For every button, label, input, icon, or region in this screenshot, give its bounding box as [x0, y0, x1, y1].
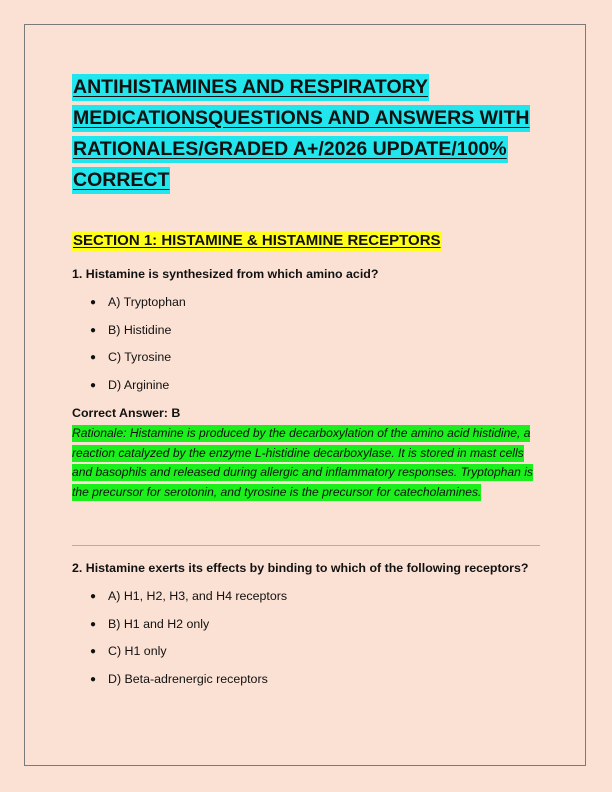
- question-2-options: [90, 589, 287, 700]
- option-label: D) Beta-adrenergic receptors: [108, 672, 268, 687]
- option-item: [90, 295, 186, 323]
- bullet-icon: ●: [90, 591, 97, 602]
- section-heading: [72, 232, 442, 249]
- option-item: [90, 617, 287, 645]
- question-2-text: 2. Histamine exerts its effects by binding to which of the following receptors?: [72, 561, 529, 575]
- bullet-icon: ●: [90, 674, 97, 686]
- option-item: [90, 644, 287, 672]
- bullet-icon: ●: [90, 618, 97, 630]
- option-item: [90, 672, 287, 700]
- option-label: C) Tyrosine: [108, 350, 172, 365]
- option-item: [90, 589, 287, 617]
- document-title: [72, 72, 542, 196]
- correct-answer: Correct Answer: B: [72, 406, 181, 420]
- option-item: [90, 378, 186, 406]
- option-item: [90, 350, 186, 378]
- document-title-text: ANTIHISTAMINES AND RESPIRATORY MEDICATIONSQUESTIONS AND ANSWERS WITH RATIONALES/GRADED A+/2026 UPDATE/100% CORRECT: [72, 74, 530, 194]
- question-1-text: 1. Histamine is synthesized from which amino acid?: [72, 267, 379, 281]
- bullet-icon: ●: [90, 352, 97, 364]
- option-label: D) Arginine: [108, 378, 170, 393]
- option-label: A) Tryptophan: [108, 295, 186, 309]
- section-heading-text: SECTION 1: HISTAMINE & HISTAMINE RECEPTORS: [73, 232, 441, 249]
- bullet-icon: ●: [90, 380, 97, 392]
- option-label: B) H1 and H2 only: [108, 616, 210, 631]
- option-label: A) H1, H2, H3, and H4 receptors: [108, 589, 288, 603]
- option-item: [90, 323, 186, 351]
- option-label: C) H1 only: [108, 644, 167, 659]
- rationale-text: Rationale: Histamine is produced by the decarboxylation of the amino acid histidine, a reaction catalyzed by the enzyme L-histidine decarboxylase. It is stored in mast cells and basophils and released during allergic and inflammatory responses. Tryptophan is the precursor for serotonin, and tyrosine is the precursor for catecholamines.: [72, 426, 533, 499]
- bullet-icon: ●: [90, 324, 97, 336]
- bullet-icon: ●: [90, 646, 97, 658]
- option-label: B) Histidine: [108, 322, 172, 337]
- rationale: [72, 424, 540, 502]
- question-1-options: [90, 295, 186, 406]
- bullet-icon: ●: [90, 297, 97, 308]
- divider: [72, 545, 540, 546]
